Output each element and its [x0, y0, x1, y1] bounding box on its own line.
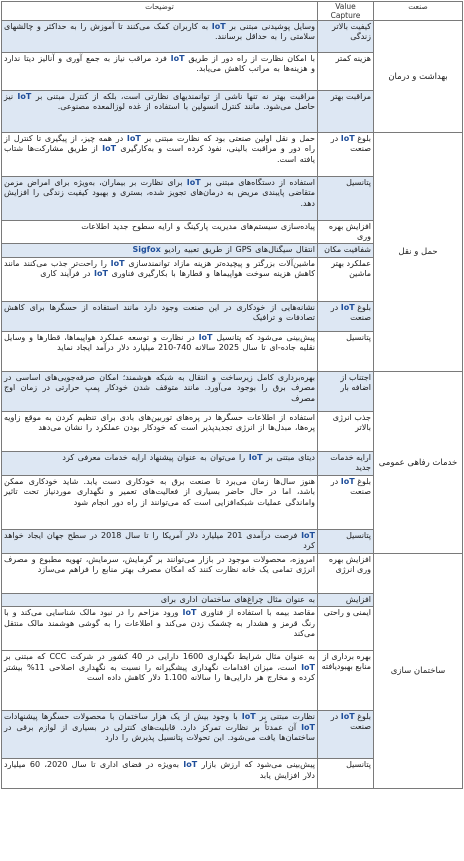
- table-row: [2, 133, 463, 177]
- iot-term: IoT: [301, 531, 315, 540]
- header-industry: صنعت: [374, 2, 463, 21]
- description-cell: ماشین‌آلات بزرگتر و پیچیده‌تر هزینه مازاد توانمندسازی IoT را راحت‌تر جذب می‌کنند مانند کاهش هزینه سوخت هواپیماها و قطارها با بکارگیری فناوری IoT در فرآیند کاری: [2, 258, 318, 302]
- iot-term: IoT: [301, 662, 315, 672]
- iot-term: IoT: [183, 760, 198, 770]
- value-capture-cell: افزایش بهره وری: [318, 221, 374, 244]
- iot-term: IoT: [241, 712, 256, 722]
- header-value-capture: Value Capture: [318, 2, 374, 21]
- iot-term: IoT: [301, 722, 315, 732]
- description-cell: پیش‌بینی می‌شود که پتانسیل IoT در نظارت و توسعه عملکرد هواپیماها، قطارها و وسایل نقلیه جاده-ای تا سال 2025 سالانه 740-210 میلیارد دلار درآمد ایجاد نماید: [2, 332, 318, 372]
- industry-cell: خدمات رفاهی عمومی: [374, 372, 463, 554]
- industry-cell: بهداشت و درمان: [374, 21, 463, 133]
- iot-term: IoT: [340, 134, 355, 143]
- value-capture-cell: پتانسیل: [318, 759, 374, 789]
- value-capture-cell: اجتناب از اضافه بار: [318, 372, 374, 412]
- value-capture-cell: بلوغ IoT در صنعت: [318, 133, 374, 177]
- description-cell: دیتای مبتنی بر IoT را می‌توان به عنوان پیشنهاد ارایه خدمات معرفی کرد: [2, 452, 318, 476]
- iot-term: IoT: [248, 453, 263, 462]
- value-capture-cell: بلوغ IoT در صنعت: [318, 711, 374, 759]
- iot-term: IoT: [94, 269, 108, 279]
- iot-term: IoT: [17, 92, 32, 101]
- description-cell: حمل و نقل اولین صنعتی بود که نظارت مبتنی بر IoT در همه چیز، از پیگیری تا کنترل از راه دور و مراقبت بالینی، نفوذ کرده است و به‌کارگیری IoT از طریق مشارکت‌ها شتاب یافته است.: [2, 133, 318, 177]
- iot-term: IoT: [340, 303, 355, 312]
- description-cell: به عنوان مثال چراغ‌های ساختمان اداری برای: [2, 594, 318, 607]
- description-cell: استفاده از اطلاعات حسگرها در پره‌های توربین‌های بادی برای تنظیم کردن به موقع زاویه پره‌ها، مبدل‌ها از انرژی تجدیدپذیر است که خودکار بودن عملکرد را نشان می‌دهد: [2, 412, 318, 452]
- description-cell: وسایل پوشیدنی مبتنی بر IoT به کاربران کمک می‌کنند تا آموزش را به حداکثر و چالشهای سلامتی را به حداقل برسانند.: [2, 21, 318, 53]
- value-capture-cell: کیفیت بالاتر زندگی: [318, 21, 374, 53]
- value-capture-cell: افزایش: [318, 594, 374, 607]
- value-capture-cell: شفافیت مکان: [318, 244, 374, 258]
- iot-term: IoT: [186, 178, 201, 187]
- description-cell: امروزه، محصولات موجود در بازار می‌توانند بر گرمایش، سرمایش، تهویه مطبوع و مصرف انرژی تمامی یک خانه نظارت کنند که امکان مصرف بهتر منابع را فراهم می‌سازد: [2, 554, 318, 594]
- description-cell: نظارت مبتنی بر IoT با وجود بیش از یک هزار ساختمان با محصولات حسگرها پیشنهادات IoT آن عمدتاً بر نظارت تمرکز دارد. قابلیت‌های کنترلی در بسیاری از لوازم برقی در ساختمان‌ها یافت می‌شود. این تحولات پتانسیل پذیرش را دارد: [2, 711, 318, 759]
- industry-cell: حمل و نقل: [374, 133, 463, 372]
- value-capture-cell: ایمنی و راحتی: [318, 607, 374, 651]
- value-capture-cell: بلوغ IoT در صنعت: [318, 302, 374, 332]
- iot-term: IoT: [198, 333, 213, 342]
- iot-term: IoT: [126, 134, 141, 143]
- value-capture-cell: هزینه کمتر: [318, 53, 374, 91]
- table-header-row: [2, 2, 463, 21]
- description-cell: با امکان نظارت از راه دور از طریق IoT فرد مراقب نیاز به جمع آوری و آنالیز دیتا ندارد و هزینه‌ها به مراتب کاهش می‌یابد.: [2, 53, 318, 91]
- description-cell: نشانه‌هایی از خودکاری در این صنعت وجود دارد مانند استفاده از حسگرها برای کاهش تصادفات و ترافیک: [2, 302, 318, 332]
- industry-cell: ساختمان سازی: [374, 554, 463, 789]
- table-row: [2, 372, 463, 412]
- iot-term: IoT: [110, 259, 125, 268]
- description-cell: مراقبت بهتر نه تنها ناشی از توانمندیهای نظارتی است، بلکه از کنترل مبتنی بر IoT نیز حاصل می‌شود. مانند کنترل انسولین با استفاده از غده لوزالمعده مصنوعی.: [2, 91, 318, 133]
- value-capture-cell: بلوغ IoT در صنعت: [318, 476, 374, 530]
- table-body: [2, 21, 463, 789]
- value-capture-cell: عملکرد بهتر ماشین: [318, 258, 374, 302]
- description-cell: پیش‌بینی می‌شود که ارزش بازار IoT به‌ویژه در فضای اداری تا سال 2020، 60 میلیارد دلار افزایش یابد: [2, 759, 318, 789]
- description-cell: IoT فرصت درآمدی 201 میلیارد دلار آمریکا را تا سال 2018 در سطح جهان ایجاد خواهد کرد: [2, 530, 318, 554]
- iot-term: IoT: [102, 144, 117, 154]
- header-description: توضیحات: [2, 2, 318, 21]
- iot-term: IoT: [170, 54, 185, 63]
- description-cell: بهره‌برداری کامل زیرساخت و انتقال به شبکه هوشمند؛ امکان صرفه‌جویی‌های اساسی در مصرف برق را بوجود می‌آورد. مانند متوقف شدن خودکار پمپ حرارتی در زمان اوج مصرف: [2, 372, 318, 412]
- value-capture-cell: جذب انرژی بالاتر: [318, 412, 374, 452]
- iot-value-table: [1, 1, 463, 789]
- description-cell: مقاصد بیمه با استفاده از فناوری IoT ورود مزاحم را در نبود مالک شناسایی می‌کند و با رنگ قرمز و هشدار به چشمک زدن می‌کند و اطلاعات را به گوشی هوشمند مالک منتقل می‌کند: [2, 607, 318, 651]
- value-capture-cell: پتانسیل: [318, 177, 374, 221]
- value-capture-cell: افزایش بهره وری انرژی: [318, 554, 374, 594]
- iot-term: IoT: [340, 477, 355, 486]
- iot-term: Sigfox: [132, 245, 161, 254]
- description-cell: انتقال سیگنال‌های GPS از طریق تعبیه رادیو Sigfox: [2, 244, 318, 258]
- value-capture-cell: ارایه خدمات جدید: [318, 452, 374, 476]
- description-cell: به عنوان مثال شرایط نگهداری 1600 دارایی در 40 کشور در شرکت CCC که مبتنی بر IoT است، میزان اقدامات نگهداری پیشگیرانه را نسبت به نگهداری اصلاحی 11% بیشتر کرده و مخارج هر دارایی‌ها را سالانه 1.100 دلار کاهش داده است: [2, 651, 318, 711]
- description-cell: استفاده از دستگاه‌های مبتنی بر IoT برای نظارت بر بیماران، به‌ویژه برای امراض مزمن متقاضی پایبندی مریض به درمان‌های تجویز شده، بستری و بهبود کیفیت زندگی را افزایش دهد.: [2, 177, 318, 221]
- table-row: [2, 21, 463, 53]
- iot-term: IoT: [182, 608, 197, 618]
- table-row: [2, 554, 463, 594]
- value-capture-cell: پتانسیل: [318, 332, 374, 372]
- iot-term: IoT: [211, 22, 226, 31]
- iot-term: IoT: [340, 712, 355, 722]
- description-cell: پیاده‌سازی سیستم‌های مدیریت پارکینگ و ارایه سطوح جدید اطلاعات: [2, 221, 318, 244]
- value-capture-cell: پتانسیل: [318, 530, 374, 554]
- value-capture-cell: بهره برداری از منابع بهبودیافته: [318, 651, 374, 711]
- value-capture-cell: مراقبت بهتر: [318, 91, 374, 133]
- description-cell: هنوز سال‌ها زمان می‌برد تا صنعت برق به خودکاری دست یابد. شاید خودکاری ممکن باشد، اما در حال حاضر بسیاری از فعالیت‌های تعمیر و نگهداری موردنیاز تحت تاثیر واماندگی عملیات شبکه‌افزایی است که می‌توانند از راه دور انجام شود: [2, 476, 318, 530]
